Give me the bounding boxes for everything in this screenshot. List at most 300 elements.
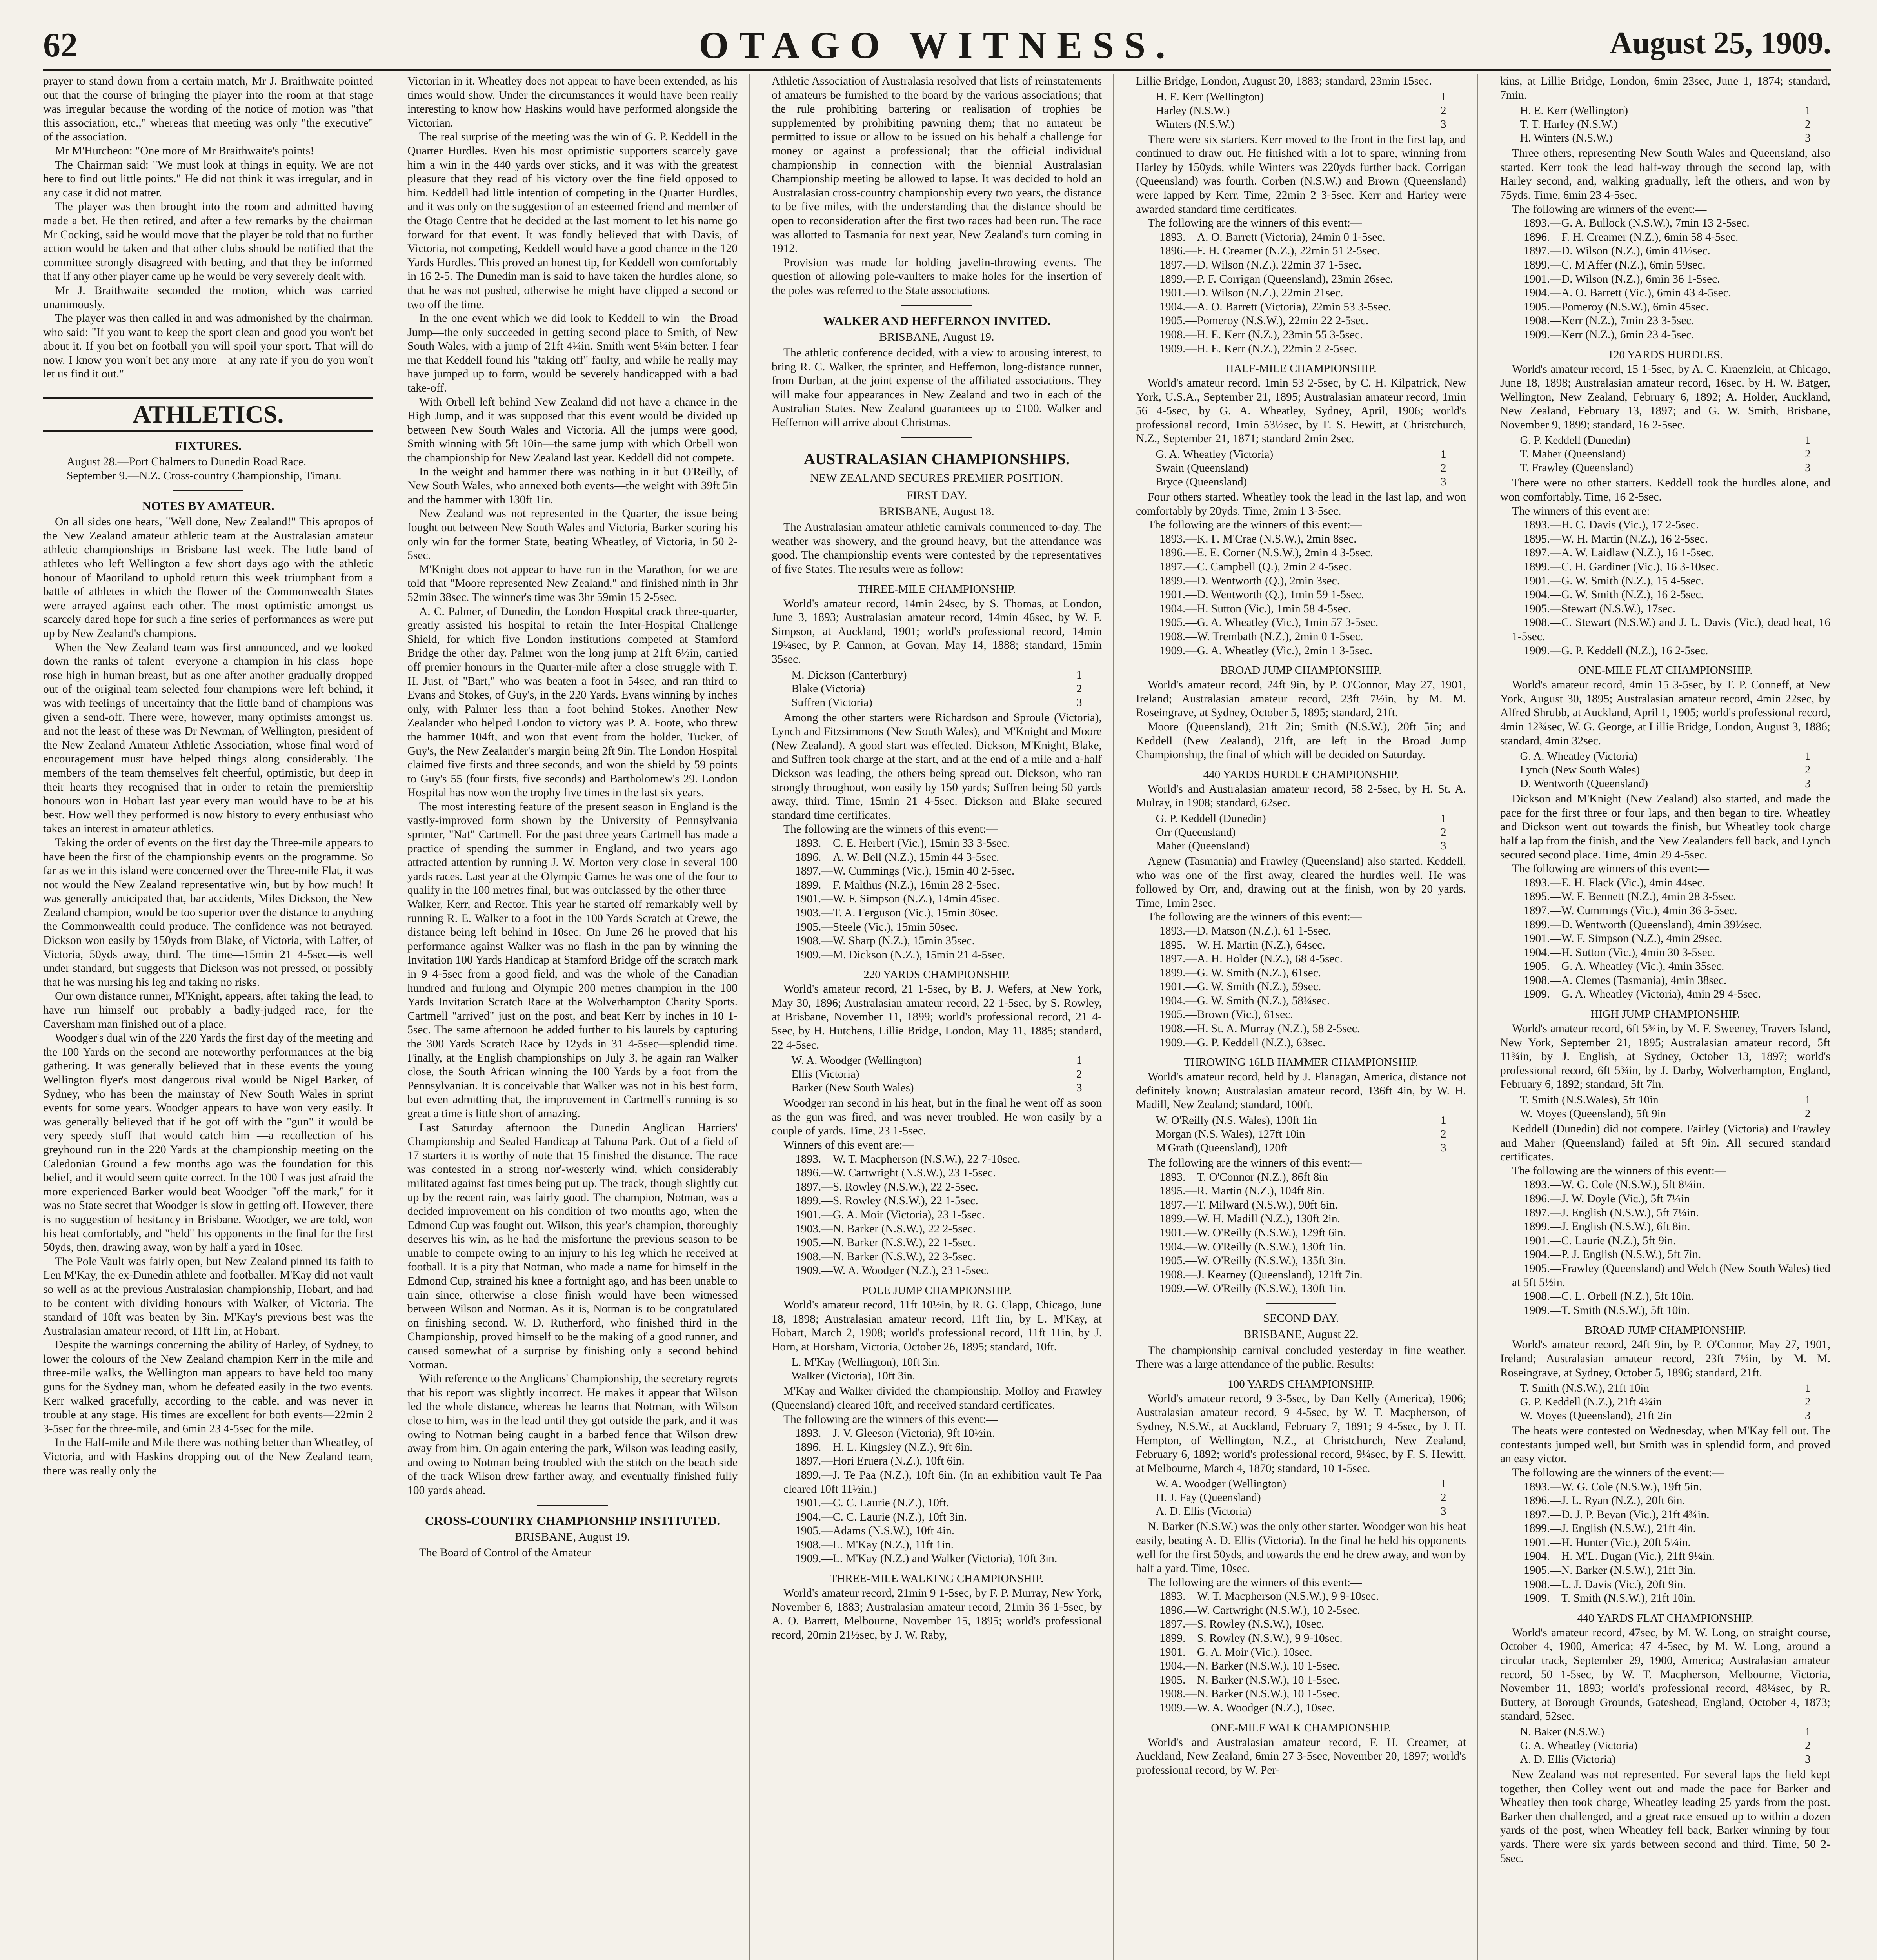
record-note: World's amateur record, 24ft 9in, by P. O'Connor, May 27, 1901, Ireland; Australasian amateur record, 23ft 7½in, by M. M. Roseingrave, at Sydney, October 5, 1895; standard, 21ft. bbox=[1136, 679, 1466, 719]
winner-entry: 1901.—G. W. Smith (N.Z.), 15 4-5sec. bbox=[1524, 574, 1704, 587]
winners-list bbox=[1500, 1178, 1830, 1318]
winner-entry: 1896.—A. W. Bell (N.Z.), 15min 44 3-5sec. bbox=[795, 851, 999, 864]
event-heading: BROAD JUMP CHAMPIONSHIP. bbox=[1220, 664, 1382, 677]
divider bbox=[173, 490, 243, 491]
paragraph: Among the other starters were Richardson and Sproule (Victoria), Lynch and Fitzsimmons (New South Wales), and M'Knight and Moore (New Zealand). A good start was effected. Dickson, M'Knight, Blake, and Suffren took charge at the start, and at the end of a mile and a-half Dickson was leading, the others being spread out. Dickson, who ran strongly throughout, won easily by 150 yards; Suffren being 50 yards away, third. Time, 15min 21 4-5sec. Dickson and Blake secured standard time certificates. bbox=[772, 711, 1102, 822]
placings-table bbox=[1520, 750, 1811, 791]
place-number: 1 bbox=[1804, 1382, 1811, 1395]
placing-row bbox=[1520, 118, 1811, 131]
record-note: World's and Australasian amateur record, F. H. Creamer, at Auckland, New Zealand, 6min 27 3-5sec, November 20, 1897; world's professional record, by W. Per- bbox=[1136, 1736, 1466, 1777]
page-columns bbox=[43, 74, 1831, 1960]
winners-intro: The following are the winners of this event:— bbox=[1148, 519, 1362, 532]
paragraph: prayer to stand down from a certain match, Mr J. Braithwaite pointed out that the course of bringing the player into the room at that stage was irregular because the wording of the notice of motion was "that this association, etc.," whereas that meeting was only "the executive" of the association. bbox=[43, 75, 373, 143]
placing-row bbox=[792, 1356, 1082, 1369]
placings-table bbox=[1520, 1093, 1811, 1121]
winner-entry: 1896.—W. Cartwright (N.S.W.), 23 1-5sec. bbox=[795, 1167, 996, 1180]
athlete-name: H. Winters (N.S.W.) bbox=[1520, 132, 1613, 145]
athlete-name: D. Wentworth (Queensland) bbox=[1520, 777, 1648, 790]
winners-list bbox=[1136, 230, 1466, 356]
paragraph: Keddell (Dunedin) did not compete. Fairley (Victoria) and Frawley and Maher (Queensland) failed at 5ft 9in. All secured standard certificates. bbox=[1500, 1123, 1830, 1163]
winner-entry: 1899.—C. H. Gardiner (Vic.), 16 3-10sec. bbox=[1524, 561, 1719, 573]
winner-entry: 1899.—F. Malthus (N.Z.), 16min 28 2-5sec. bbox=[795, 878, 1000, 891]
athlete-name: Blake (Victoria) bbox=[791, 682, 865, 695]
winner-entry: 1905.—W. O'Reilly (N.S.W.), 135ft 3in. bbox=[1159, 1254, 1346, 1267]
place-number bbox=[1058, 1369, 1082, 1383]
winner-entry: 1893.—G. A. Bullock (N.S.W.), 7min 13 2-5sec. bbox=[1524, 217, 1750, 230]
winner-entry: 1905.—Adams (N.S.W.), 10ft 4in. bbox=[795, 1524, 955, 1537]
winner-entry: 1893.—K. F. M'Crae (N.S.W.), 2min 8sec. bbox=[1159, 532, 1357, 545]
winner-entry: 1893.—E. H. Flack (Vic.), 4min 44sec. bbox=[1524, 876, 1705, 889]
placings-table bbox=[792, 1054, 1082, 1095]
event-heading: HALF-MILE CHAMPIONSHIP. bbox=[1225, 362, 1377, 375]
winner-entry: 1904.—H. Sutton (Vic.), 4min 30 3-5sec. bbox=[1524, 946, 1715, 959]
place-number: 2 bbox=[1804, 448, 1811, 461]
placing-row bbox=[792, 696, 1082, 710]
place-number: 3 bbox=[1804, 777, 1811, 790]
athlete-name: G. P. Keddell (N.Z.), 21ft 4¼in bbox=[1520, 1396, 1662, 1408]
winner-entry: 1901.—D. Wilson (N.Z.), 22min 21sec. bbox=[1159, 287, 1343, 299]
winner-entry: 1896.—F. H. Creamer (N.Z.), 6min 58 4-5sec. bbox=[1524, 230, 1739, 243]
winner-entry: 1908.—L. J. Davis (Vic.), 20ft 9in. bbox=[1524, 1578, 1686, 1591]
place-number: 2 bbox=[1440, 462, 1446, 475]
winner-entry: 1893.—W. T. Macpherson (N.S.W.), 9 9-10sec. bbox=[1159, 1590, 1379, 1603]
record-note: World's amateur record, 21 1-5sec, by B. J. Wefers, at New York, May 30, 1896; Australasian amateur record, 22 1-5sec, by S. Rowley, at Brisbane, November 11, 1899; world's professional record, 21 4-5sec, by H. Hutchens, Lillie Bridge, London, May 11, 1885; standard, 22 4-5sec. bbox=[772, 983, 1102, 1051]
event-heading: HIGH JUMP CHAMPIONSHIP. bbox=[1590, 1008, 1740, 1021]
winner-entry: 1909.—G. A. Wheatley (Vic.), 2min 1 3-5sec. bbox=[1159, 644, 1373, 657]
athlete-name: G. A. Wheatley (Victoria) bbox=[1520, 1739, 1638, 1752]
paragraph: There were no other starters. Keddell took the hurdles alone, and won comfortably. Time, 16 2-5sec. bbox=[1500, 477, 1830, 504]
paragraph: N. Barker (N.S.W.) was the only other starter. Woodger won his heat easily, beating A. D. Ellis (Victoria). In the final he held his opponents well for the first 50yds, and towards the end he drew away, and won by half a yard. Time, 10sec. bbox=[1136, 1520, 1466, 1575]
placing-row bbox=[1520, 1381, 1811, 1395]
winner-entry: 1897.—W. Cummings (Vic.), 4min 36 3-5sec. bbox=[1524, 904, 1737, 917]
record-note: World's amateur record, 11ft 10½in, by R. G. Clapp, Chicago, June 18, 1898; Australasian amateur record, 11ft 1in, by L. M'Kay, at Hobart, March 2, 1908; world's professional record, 11ft 11in, by J. Horn, at Horsham, Victoria, October 26, 1895; standard, 10ft. bbox=[772, 1298, 1102, 1353]
athlete-name: T. Smith (N.S.W.), 21ft 10in bbox=[1520, 1382, 1649, 1395]
winner-entry: 1901.—G. A. Moir (Vic.), 10sec. bbox=[1159, 1646, 1312, 1659]
place-number: 2 bbox=[1804, 764, 1811, 777]
place-number: 2 bbox=[1440, 826, 1446, 838]
placing-row bbox=[1156, 448, 1446, 461]
record-note: World's amateur record, 47sec, by M. W. Long, on straight course, October 4, 1900, America; 47 4-5sec, by M. W. Long, around a circular track, September 29, 1900, America; Australasian amateur record, 50 1-5sec, by W. T. Macpherson, Melbourne, Victoria, November 11, 1893; world's professional record, 48¼sec, by R. Buttery, at Borough Grounds, Gateshead, England, October 4, 1873; standard, 52sec. bbox=[1500, 1626, 1830, 1723]
place-number: 3 bbox=[1440, 1505, 1446, 1518]
place-number: 3 bbox=[1440, 475, 1446, 488]
masthead bbox=[43, 22, 1831, 71]
record-note: World's and Australasian amateur record, 58 2-5sec, by H. St. A. Mulray, in 1908; standard, 62sec. bbox=[1136, 782, 1466, 809]
winner-entry: 1893.—W. T. Macpherson (N.S.W.), 22 7-10sec. bbox=[795, 1152, 1021, 1165]
place-number: 3 bbox=[1076, 696, 1082, 709]
paragraph: Victorian in it. Wheatley does not appear to have been extended, as his times would show. Under the circumstances it would have been really interesting to know how Haskins would have performed alongside the Victorian. bbox=[407, 75, 738, 129]
divider bbox=[1266, 1303, 1336, 1304]
event-heading: 220 YARDS CHAMPIONSHIP. bbox=[863, 968, 1010, 981]
winner-entry: 1904.—A. O. Barrett (Victoria), 22min 53 3-5sec. bbox=[1159, 300, 1391, 313]
winner-entry: 1899.—P. F. Corrigan (Queensland), 23min 26sec. bbox=[1159, 272, 1393, 285]
paragraph: On all sides one hears, "Well done, New Zealand!" This apropos of the New Zealand amateur athletic team at the Australasian amateur athletic championships in Brisbane last week. The little band of athletes who left Wellington a few short days ago with the athletic honour of Maoriland to uphold return this week triumphant from a battle of athletes in which the flower of the Commonwealth States were arrayed against each other. The most optimistic amongst us scarcely dared hope for such a fine series of performances as were put up by New Zealand's champions. bbox=[43, 515, 373, 640]
winner-entry: 1904.—P. J. English (N.S.W.), 5ft 7in. bbox=[1524, 1248, 1701, 1261]
placings-table bbox=[1520, 104, 1811, 145]
winner-entry: 1896.—H. L. Kingsley (N.Z.), 9ft 6in. bbox=[795, 1441, 973, 1454]
page-number: 62 bbox=[43, 26, 78, 64]
fixture-item: August 28.—Port Chalmers to Dunedin Road Race. bbox=[67, 456, 307, 468]
winner-entry: 1896.—J. W. Doyle (Vic.), 5ft 7¼in bbox=[1524, 1192, 1690, 1205]
place-number: 2 bbox=[1804, 1396, 1811, 1408]
winner-entry: 1904.—G. W. Smith (N.Z.), 16 2-5sec. bbox=[1524, 588, 1704, 601]
paragraph: M'Knight does not appear to have run in the Marathon, for we are told that "Moore represented New Zealand," and finished ninth in 3hr 52min 38sec. The winner's time was 3hr 59min 15 2-5sec. bbox=[407, 563, 738, 604]
placings-table bbox=[1520, 1725, 1811, 1766]
fixture-item: September 9.—N.Z. Cross-country Championship, Timaru. bbox=[67, 469, 342, 482]
paragraph: The most interesting feature of the present season in England is the vastly-improved form shown by the University of Pennsylvania sprinter, "Nat" Cartmell. For the past three years Cartmell has made a practice of spending the summer in England, and two years ago attracted attention by running J. W. Morton very close in several 100 yards races. Last year at the Olympic Games he was one of the four to qualify in the 100 metres final, but was outclassed by the other three—Walker, Kerr, and Rector. This year he started off remarkably well by running R. E. Walker to a foot in the 100 Yards Scratch at Crewe, the distance being left behind in 10sec. On June 26 he proved that his performance against Walker was no flash in the pan by winning the Invitation 100 Yards Handicap at Stamford Bridge off the scratch mark in 9 4-5sec from a good field, and was the whole of the Canadian hundred and furlong and Olympic 200 metres champion in the 100 Yards Invitation Scratch Race at the Wolverhampton Charity Sports. Cartmell "arrived" just on the post, and beat Kerr by inches in 10 1-5sec. The same afternoon he added further to his laurels by capturing the 300 Yards Scratch Race by 12yds in 31 4-5sec—splendid time. Finally, at the English championships on July 3, he again ran Walker close, the South African winning the 100 Yards by a foot from the Pennsylvanian. It is conceivable that Walker was not in his best form, but even admitting that, the improvement in Cartmell's running is so great a time is little short of amazing. bbox=[407, 800, 738, 1120]
column-5 bbox=[1500, 74, 1830, 1960]
winner-entry: 1893.—C. E. Herbert (Vic.), 15min 33 3-5sec. bbox=[795, 837, 1010, 849]
placing-row bbox=[1520, 750, 1811, 763]
winners-intro: The following are the winners of this event:— bbox=[1148, 1576, 1362, 1589]
paragraph: Our own distance runner, M'Knight, appears, after taking the lead, to have run himself out—probably a badly-judged race, for the Caversham man finished out of a place. bbox=[43, 990, 373, 1031]
winners-intro: The following are the winners of this event:— bbox=[1512, 1164, 1726, 1177]
winners-list bbox=[1136, 1590, 1466, 1715]
winner-entry: 1908.—W. Trembath (N.Z.), 2min 0 1-5sec. bbox=[1159, 630, 1363, 643]
athlete-name: T. Maher (Queensland) bbox=[1520, 448, 1626, 461]
walker-heading: WALKER AND HEFFERNON INVITED. bbox=[823, 313, 1050, 328]
winner-entry: 1897.—A. H. Holder (N.Z.), 68 4-5sec. bbox=[1159, 953, 1343, 965]
winners-intro: The following are the winners of this event:— bbox=[1148, 911, 1362, 924]
winners-intro: The following are the winners of this event:— bbox=[783, 1413, 998, 1426]
paragraph: kins, at Lillie Bridge, London, 6min 23sec, June 1, 1874; standard, 7min. bbox=[1500, 75, 1830, 102]
paragraph: With reference to the Anglicans' Championship, the secretary regrets that his report was slightly incorrect. He makes it appear that Wilson led the whole distance, whereas he learns that Notman, with Wilson close to him, was in the lead until they got outside the park, and it was owing to Notman being caught in a barbed fence that Wilson drew away from him. On again entering the park, Wilson was leading easily, and owing to Notman being troubled with the stitch on the beach side of the track Wilson drew farther away, and eventually finished fully 100 yards ahead. bbox=[407, 1372, 738, 1497]
winner-entry: 1905.—Pomeroy (N.S.W.), 22min 22 2-5sec. bbox=[1159, 314, 1369, 327]
paragraph: M'Kay and Walker divided the championship. Molloy and Frawley (Queensland) cleared 10ft, and received standard certificates. bbox=[772, 1385, 1102, 1412]
athlete-name: A. D. Ellis (Victoria) bbox=[1520, 1753, 1616, 1766]
winners-intro: The following are winners of this event:— bbox=[1512, 862, 1710, 875]
winner-entry: 1909.—G. A. Wheatley (Victoria), 4min 29 4-5sec. bbox=[1524, 988, 1761, 1001]
place-number: 2 bbox=[1440, 1128, 1446, 1141]
winner-entry: 1896.—E. E. Corner (N.S.W.), 2min 4 3-5sec. bbox=[1159, 546, 1373, 559]
winner-entry: 1893.—A. O. Barrett (Victoria), 24min 0 1-5sec. bbox=[1159, 230, 1385, 243]
placing-row bbox=[792, 1081, 1082, 1095]
placing-row bbox=[1520, 461, 1811, 475]
athlete-name: Morgan (N.S. Wales), 127ft 10in bbox=[1156, 1128, 1305, 1141]
placing-row bbox=[1156, 1114, 1446, 1127]
winners-intro: The following are the winners of this event:— bbox=[783, 823, 998, 836]
day-heading: SECOND DAY. bbox=[1263, 1311, 1339, 1325]
winner-entry: 1908.—W. Sharp (N.Z.), 15min 35sec. bbox=[795, 935, 975, 947]
placing-row bbox=[1156, 104, 1446, 118]
column-rule bbox=[749, 74, 750, 1960]
record-note: World's amateur record, 24ft 9in, by P. O'Connor, May 27, 1901, Ireland; Australasian amateur record, 23ft 7½in, by M. M. Roseingrave, at Sydney, October 5, 1896; standard, 21ft. bbox=[1500, 1338, 1830, 1379]
athlete-name: H. J. Fay (Queensland) bbox=[1156, 1491, 1261, 1504]
paragraph: Dickson and M'Knight (New Zealand) also started, and made the pace for the first three or four laps, and then began to tire. Wheatley and Dickson went out towards the finish, but Wheatley took charge half a lap from the finish, and the New Zealanders fell back, and Lynch secured second place. Time, 4min 29 4-5sec. bbox=[1500, 793, 1830, 861]
place-number: 2 bbox=[1076, 682, 1082, 695]
winner-entry: 1897.—D. Wilson (N.Z.), 22min 37 1-5sec. bbox=[1159, 258, 1362, 271]
placings-table bbox=[1156, 90, 1446, 131]
place-number: 1 bbox=[1440, 448, 1446, 461]
athlete-name: W. Moyes (Queensland), 21ft 2in bbox=[1520, 1409, 1672, 1422]
placing-row bbox=[1156, 461, 1446, 475]
winner-entry: 1908.—N. Barker (N.S.W.), 22 3-5sec. bbox=[795, 1250, 976, 1263]
divider bbox=[901, 305, 972, 306]
placings-table bbox=[1156, 448, 1446, 489]
placing-row bbox=[1520, 131, 1811, 145]
winner-entry: 1893.—W. G. Cole (N.S.W.), 5ft 8¼in. bbox=[1524, 1178, 1705, 1191]
placing-row bbox=[1156, 475, 1446, 489]
placings-table bbox=[1520, 434, 1811, 475]
placing-row bbox=[1520, 104, 1811, 118]
winner-entry: 1893.—J. V. Gleeson (Victoria), 9ft 10½in. bbox=[795, 1427, 995, 1440]
winner-entry: 1908.—C. Stewart (N.S.W.) and J. L. Davis (Vic.), dead heat, 16 1-5sec. bbox=[1512, 616, 1830, 643]
winner-entry: 1908.—C. L. Orbell (N.Z.), 5ft 10in. bbox=[1524, 1290, 1694, 1303]
winner-entry: 1905.—Brown (Vic.), 61sec. bbox=[1159, 1008, 1293, 1021]
athlete-name: W. O'Reilly (N.S. Wales), 130ft 1in bbox=[1156, 1114, 1317, 1127]
place-number: 2 bbox=[1804, 118, 1811, 131]
placing-row bbox=[1520, 1107, 1811, 1121]
record-note: World's amateur record, held by J. Flanagan, America, distance not definitely known; Australasian amateur record, 136ft 4in, by W. H. Madill, New Zealand; standard, 100ft. bbox=[1136, 1071, 1466, 1111]
paragraph: In the one event which we did look to Keddell to win—the Broad Jump—the only succeeded in getting second place to Smith, of New South Wales, with a jump of 21ft 4¼in. Smith went 5¼in better. I fear me that Keddell found his "taking off" faulty, and while he really may have jumped up to form, would be severely handicapped with a bad take-off. bbox=[407, 312, 738, 395]
athlete-name: G. P. Keddell (Dunedin) bbox=[1520, 434, 1630, 447]
event-heading: BROAD JUMP CHAMPIONSHIP. bbox=[1584, 1324, 1746, 1337]
column-4 bbox=[1136, 74, 1466, 1960]
winner-entry: 1901.—W. F. Simpson (N.Z.), 14min 45sec. bbox=[795, 893, 999, 906]
winner-entry: 1908.—H. St. A. Murray (N.Z.), 58 2-5sec. bbox=[1159, 1022, 1360, 1035]
athlete-name: W. Moyes (Queensland), 5ft 9in bbox=[1520, 1107, 1666, 1120]
winners-list bbox=[772, 1426, 1102, 1566]
place-number: 3 bbox=[1440, 839, 1446, 852]
placing-row bbox=[1156, 1141, 1446, 1155]
record-note: World's amateur record, 9 3-5sec, by Dan Kelly (America), 1906; Australasian amateur record, 9 4-5sec, by W. T. Macpherson, of Sydney, N.S.W., at Auckland, February 7, 1891; 9 4-5sec, by J. H. Hempton, of Wellington, N.Z., at Christchurch, New Zealand, February 6, 1892; world's professional record, 9¼sec, by F. S. Hewitt, at Melbourne, March 4, 1870; standard, 10 1-5sec. bbox=[1136, 1392, 1466, 1475]
winner-entry: 1901.—D. Wentworth (Q.), 1min 59 1-5sec. bbox=[1159, 588, 1364, 601]
winner-entry: 1909.—G. P. Keddell (N.Z.), 16 2-5sec. bbox=[1524, 644, 1708, 657]
athlete-name: Ellis (Victoria) bbox=[791, 1068, 859, 1081]
paragraph: The Board of Control of the Amateur bbox=[419, 1546, 592, 1559]
winner-entry: 1896.—W. Cartwright (N.S.W.), 10 2-5sec. bbox=[1159, 1604, 1360, 1617]
event-heading: 440 YARDS HURDLE CHAMPIONSHIP. bbox=[1203, 768, 1399, 781]
winner-entry: 1895.—W. F. Bennett (N.Z.), 4min 28 3-5sec. bbox=[1524, 890, 1736, 903]
athlete-name: G. P. Keddell (Dunedin) bbox=[1156, 812, 1266, 825]
place-number: 1 bbox=[1440, 90, 1446, 103]
placing-row bbox=[792, 682, 1082, 696]
winner-entry: 1897.—S. Rowley (N.S.W.), 22 2-5sec. bbox=[795, 1180, 978, 1193]
winner-entry: 1897.—A. W. Laidlaw (N.Z.), 16 1-5sec. bbox=[1524, 546, 1714, 559]
winner-entry: 1897.—W. Cummings (Vic.), 15min 40 2-5sec. bbox=[795, 865, 1015, 878]
winner-entry: 1899.—G. W. Smith (N.Z.), 61sec. bbox=[1159, 966, 1321, 979]
place-number: 3 bbox=[1076, 1082, 1082, 1094]
event-heading: ONE-MILE WALK CHAMPIONSHIP. bbox=[1211, 1721, 1391, 1734]
paragraph: With Orbell left behind New Zealand did not have a chance in the High Jump, and it was supposed that this event would be divided up between New South Wales and Victoria. All the jumps were good, Smith winning with 5ft 10in—the same jump with which Orbell won the championship for New Zealand last year. Keddell did not compete. bbox=[407, 396, 738, 465]
winner-entry: 1897.—Hori Eruera (N.Z.), 10ft 6in. bbox=[795, 1455, 965, 1468]
winner-entry: 1897.—T. Milward (N.S.W.), 90ft 6in. bbox=[1159, 1198, 1338, 1211]
record-note: World's amateur record, 15 1-5sec, by A. C. Kraenzlein, at Chicago, June 18, 1898; Australasian amateur record, 16sec, by H. W. Batger, Wellington, New Zealand, February 6, 1892; A. Holder, Auckland, New Zealand, February 13, 1897; and G. W. Smith, Brisbane, November 9, 1899; standard, 16 2-5sec. bbox=[1500, 363, 1830, 431]
column-2 bbox=[407, 74, 738, 1960]
column-rule bbox=[1477, 74, 1478, 1960]
place-number: 1 bbox=[1440, 812, 1446, 825]
athlete-name: Harley (N.S.W.) bbox=[1156, 104, 1230, 117]
winner-entry: 1909.—L. M'Kay (N.Z.) and Walker (Victoria), 10ft 3in. bbox=[795, 1552, 1058, 1565]
record-note: World's amateur record, 21min 9 1-5sec, by F. P. Murray, New York, November 6, 1883; Australasian amateur record, 21min 36 1-5sec, by A. O. Barrett, Melbourne, November 15, 1895; world's professional record, 20min 21½sec, by J. W. Raby, bbox=[772, 1587, 1102, 1641]
place-number: 1 bbox=[1804, 434, 1811, 447]
divider bbox=[901, 437, 972, 438]
paragraph: Agnew (Tasmania) and Frawley (Queensland) also started. Keddell, who was one of the first away, cleared the hurdles well. He was followed by Orr, and, drawing out at the finish, won by 20 yards. Time, 1min 2sec. bbox=[1136, 855, 1466, 909]
placing-row bbox=[1520, 1093, 1811, 1107]
placing-row bbox=[1156, 1491, 1446, 1504]
placing-row bbox=[1520, 1725, 1811, 1739]
athlete-name: A. D. Ellis (Victoria) bbox=[1156, 1505, 1252, 1518]
paragraph: Taking the order of events on the first day the Three-mile appears to have been the first of the championship events on the programme. So far as we in this island were concerned over the Three-mile Flat, it was not would the New Zealand representative win, but by how much! It was generally anticipated that, bar accidents, Miles Dickson, the New Zealand champion, would be too superior over the distance to anything the Commonwealth could produce. The confidence was not betrayed. Dickson won easily by 150yds from Blake, of Victoria, with Laffer, of Victoria, 50yds away, third. The time—15min 21 4-5sec—is well under standard, but suggests that Dickson was not pressed, or possibly that he was nursing his leg and taking no risks. bbox=[43, 836, 373, 989]
record-note: World's amateur record, 1min 53 2-5sec, by C. H. Kilpatrick, New York, U.S.A., September 21, 1895; Australasian amateur record, 1min 56 4-5sec, by G. A. Wheatley, Sydney, April, 1906; world's professional record, 1min 53½sec, by F. S. Hewitt, at Christchurch, N.Z., September 21, 1871; standard 2min 2sec. bbox=[1136, 377, 1466, 445]
place-number: 1 bbox=[1804, 1094, 1811, 1107]
athlete-name: Lynch (New South Wales) bbox=[1520, 764, 1640, 777]
winner-entry: 1909.—T. Smith (N.S.W.), 21ft 10in. bbox=[1524, 1592, 1696, 1605]
placing-row bbox=[792, 1369, 1082, 1383]
paragraph: Woodger ran second in his heat, but in the final he went off as soon as the gun was fired, and was never troubled. He won easily by a couple of yards. Time, 23 1-5sec. bbox=[772, 1097, 1102, 1138]
winner-entry: 1908.—L. M'Kay (N.Z.), 11ft 1in. bbox=[795, 1538, 954, 1551]
paragraph: The player was then brought into the room and admitted having made a bet. He then retired, and after a few remarks by the chairman Mr Cocking, said he would move that the player be told that no further action would be taken and that other clubs should be notified that the committee strongly disagreed with betting, and that they be informed that if any other player came up he would be very severely dealt with. bbox=[43, 200, 373, 283]
issue-date: August 25, 1909. bbox=[1610, 26, 1831, 60]
athlete-name: T. T. Harley (N.S.W.) bbox=[1520, 118, 1618, 131]
place-number: 2 bbox=[1804, 1739, 1811, 1752]
event-heading: 440 YARDS FLAT CHAMPIONSHIP. bbox=[1577, 1612, 1753, 1624]
event-heading: 120 YARDS HURDLES. bbox=[1608, 348, 1723, 361]
winner-entry: 1905.—Stewart (N.S.W.), 17sec. bbox=[1524, 602, 1676, 615]
winner-entry: 1905.—Pomeroy (N.S.W.), 6min 45sec. bbox=[1524, 300, 1709, 313]
winner-entry: 1905.—Steele (Vic.), 15min 50sec. bbox=[795, 920, 958, 933]
place-number: 1 bbox=[1440, 1477, 1446, 1490]
winner-entry: 1899.—D. Wentworth (Queensland), 4min 39½sec. bbox=[1524, 918, 1762, 931]
athlete-name: M. Dickson (Canterbury) bbox=[791, 668, 907, 681]
athlete-name: Walker (Victoria), 10ft 3in. bbox=[791, 1370, 916, 1383]
winner-entry: 1905.—N. Barker (N.S.W.), 21ft 3in. bbox=[1524, 1564, 1696, 1577]
cross-country-heading: CROSS-COUNTRY CHAMPIONSHIP INSTITUTED. bbox=[425, 1513, 720, 1528]
placings-table bbox=[1520, 1381, 1811, 1423]
record-note: World's amateur record, 6ft 5¾in, by M. F. Sweeney, Travers Island, New York, September 21, 1895; Australasian amateur record, 5ft 11¾in, by J. English, at Sydney, October 13, 1897; world's professional record, 6ft 5¾in, by J. Darby, Wolverhampton, England, February 6, 1892; standard, 5ft 7in. bbox=[1500, 1022, 1830, 1091]
placing-row bbox=[1520, 447, 1811, 461]
place-number: 3 bbox=[1440, 118, 1446, 131]
winner-entry: 1905.—N. Barker (N.S.W.), 22 1-5sec. bbox=[795, 1236, 976, 1249]
place-number: 1 bbox=[1440, 1114, 1446, 1127]
place-number: 1 bbox=[1804, 104, 1811, 117]
winner-entry: 1909.—T. Smith (N.S.W.), 5ft 10in. bbox=[1524, 1304, 1690, 1317]
winner-entry: 1908.—Kerr (N.Z.), 7min 23 3-5sec. bbox=[1524, 314, 1695, 327]
winner-entry: 1899.—S. Rowley (N.S.W.), 22 1-5sec. bbox=[795, 1194, 978, 1207]
placing-row bbox=[1156, 839, 1446, 853]
winners-list bbox=[1500, 1480, 1830, 1606]
winner-entry: 1909.—W. O'Reilly (N.S.W.), 130ft 1in. bbox=[1159, 1282, 1346, 1295]
winner-entry: 1901.—C. C. Laurie (N.Z.), 10ft. bbox=[795, 1497, 949, 1510]
newspaper-title: OTAGO WITNESS. bbox=[699, 24, 1176, 67]
winners-list bbox=[1500, 518, 1830, 658]
winner-entry: 1904.—A. O. Barrett (Vic.), 6min 43 4-5sec. bbox=[1524, 287, 1732, 299]
paragraph: The Pole Vault was fairly open, but New Zealand pinned its faith to Len M'Kay, the ex-Dunedin athlete and footballer. M'Kay did not vault so well as at the previous Australasian championship, Hobart, and had to be content with dividing honours with Walker, of Victoria. The standard of 10ft was beaten by 3in. M'Kay's previous best was the Australasian amateur record, of 11ft 1in, at Hobart. bbox=[43, 1255, 373, 1338]
place-number: 2 bbox=[1440, 104, 1446, 117]
athlete-name: W. A. Woodger (Wellington) bbox=[1156, 1477, 1286, 1490]
placing-row bbox=[1520, 434, 1811, 447]
paragraph: There were six starters. Kerr moved to the front in the first lap, and continued to draw out. He finished with a lot to spare, winning from Harley by 150yds, while Winters was 220yds further back. Corrigan (Queensland) was fourth. Corben (N.S.W.) and Brown (Queensland) were lapped by Kerr. Time, 22min 2 3-5sec. Kerr and Harley were awarded standard time certificates. bbox=[1136, 133, 1466, 216]
event-heading: 100 YARDS CHAMPIONSHIP. bbox=[1228, 1377, 1374, 1390]
winner-entry: 1905.—Frawley (Queensland) and Welch (New South Wales) tied at 5ft 5½in. bbox=[1512, 1262, 1830, 1289]
athlete-name: Bryce (Queensland) bbox=[1156, 475, 1247, 488]
placing-row bbox=[1156, 90, 1446, 104]
paragraph: Provision was made for holding javelin-throwing events. The question of allowing pole-vaulters to make holes for the insertion of the poles was referred to the State associations. bbox=[772, 256, 1102, 297]
place-number: 2 bbox=[1440, 1491, 1446, 1504]
section-title: ATHLETICS. bbox=[43, 397, 373, 432]
winner-entry: 1909.—W. A. Woodger (N.Z.), 10sec. bbox=[1159, 1702, 1335, 1715]
place-number bbox=[1058, 1356, 1082, 1369]
placing-row bbox=[1520, 763, 1811, 777]
athlete-name: T. Smith (N.S.Wales), 5ft 10in bbox=[1520, 1094, 1659, 1107]
athlete-name: Maher (Queensland) bbox=[1156, 839, 1250, 852]
record-note: World's amateur record, 14min 24sec, by S. Thomas, at London, June 3, 1893; Australasian amateur record, 14min 46sec, by W. F. Simpson, at Auckland, 1901; world's professional record, 14min 19¼sec, by P. Cannon, at Govan, May 14, 1888; standard, 15min 35sec. bbox=[772, 597, 1102, 666]
winner-entry: 1908.—H. E. Kerr (N.Z.), 23min 55 3-5sec. bbox=[1159, 328, 1363, 341]
winners-list bbox=[772, 1152, 1102, 1278]
winners-list bbox=[772, 837, 1102, 962]
athlete-name: H. E. Kerr (Wellington) bbox=[1156, 90, 1264, 103]
dateline: BRISBANE, August 19. bbox=[515, 1530, 630, 1543]
winner-entry: 1908.—A. Clemes (Tasmania), 4min 38sec. bbox=[1524, 974, 1727, 987]
winner-entry: 1901.—G. W. Smith (N.Z.), 59sec. bbox=[1159, 980, 1321, 993]
place-number: 2 bbox=[1076, 1068, 1082, 1081]
athlete-name: H. E. Kerr (Wellington) bbox=[1520, 104, 1628, 117]
winners-list bbox=[1136, 532, 1466, 658]
placings-table bbox=[792, 668, 1082, 710]
athlete-name: Barker (New South Wales) bbox=[791, 1082, 914, 1094]
placing-row bbox=[1156, 826, 1446, 839]
winner-entry: 1893.—W. G. Cole (N.S.W.), 19ft 5in. bbox=[1524, 1480, 1702, 1493]
placings-table bbox=[1156, 1477, 1446, 1518]
placing-row bbox=[1520, 777, 1811, 791]
winner-entry: 1895.—W. H. Martin (N.Z.), 16 2-5sec. bbox=[1524, 532, 1708, 545]
winner-entry: 1908.—N. Barker (N.S.W.), 10 1-5sec. bbox=[1159, 1688, 1340, 1700]
winner-entry: 1909.—M. Dickson (N.Z.), 15min 21 4-5sec. bbox=[795, 948, 1005, 961]
winner-entry: 1893.—D. Matson (N.Z.), 61 1-5sec. bbox=[1159, 924, 1331, 937]
dateline: BRISBANE, August 18. bbox=[879, 505, 994, 518]
column-1 bbox=[43, 74, 373, 1960]
winners-list bbox=[1136, 1171, 1466, 1296]
placing-row bbox=[1156, 1477, 1446, 1491]
place-number: 3 bbox=[1804, 1753, 1811, 1766]
event-heading: POLE JUMP CHAMPIONSHIP. bbox=[862, 1284, 1012, 1297]
paragraph: Moore (Queensland), 21ft 2in; Smith (N.S.W.), 20ft 5in; and Keddell (New Zealand), 21ft, are left in the Broad Jump Championship, the final of which will be decided on Saturday. bbox=[1136, 720, 1466, 761]
winner-entry: 1903.—T. A. Ferguson (Vic.), 15min 30sec. bbox=[795, 906, 998, 919]
paragraph: A. C. Palmer, of Dunedin, the London Hospital crack three-quarter, greatly assisted his hospital to retain the Inter-Hospital Challenge Shield, for which five London institutions competed at Stamford Bridge the other day. Palmer won the long jump at 21ft 6½in, carried off premier honours in the Quarter-mile after a close struggle with T. H. Just, of "Bart," who was beaten a foot in 54sec, and ran third to Evans and Stokes, of Guy's, in the 220 Yards. Evans winning by inches only, with Palmer less than a foot behind Stokes. Another New Zealander who helped London to victory was P. A. Foote, who threw the hammer 104ft, and won that event from the holder, Tucker, of Guy's, the New Zealander's margin being 2ft 9in. The London Hospital claimed five firsts and three seconds, and won the shield by 59 points to Guy's 55 (four firsts, five seconds) and Bartholomew's 29. London Hospital has now won the trophy five times in the last six years. bbox=[407, 605, 738, 799]
paragraph: Despite the warnings concerning the ability of Harley, of Sydney, to lower the colours of the New Zealand champion Kerr in the mile and three-mile walks, the Wellington man appears to have held too many guns for the Sydney man, whom he defeated easily in the two events. Kerr walked gracefully, according to the cable, and was never in trouble at any stage. His times are excellent for both events—22min 2 3-5sec for the three-mile, and 6min 23 4-5sec for the mile. bbox=[43, 1339, 373, 1435]
place-number: 2 bbox=[1804, 1107, 1811, 1120]
place-number: 3 bbox=[1804, 461, 1811, 474]
winner-entry: 1897.—D. Wilson (N.Z.), 6min 41½sec. bbox=[1524, 245, 1710, 258]
paragraph: The real surprise of the meeting was the win of G. P. Keddell in the Quarter Hurdles. Even his most optimistic supporters scarcely gave him a win in the 440 yards over sticks, and it was with the greatest pleasure that they read of his victory over the fine field opposed to him. Keddell had little intention of competing in the Quarter Hurdles, and it was only on the suggestion of an esteemed friend and member of the Otago Centre that he decided at the last moment to let his name go forward for that event. It was fondly believed that with Davis, of Victoria, not competing, Keddell would have a good chance in the 120 Yards Hurdles. This proved an honest tip, for Keddell won comfortably in 16 2-5. The Dunedin man is said to have taken the hurdles alone, so that he was not pushed, otherwise he might have clipped a second or two off the time. bbox=[407, 131, 738, 311]
placing-row bbox=[792, 668, 1082, 682]
athlete-name: G. A. Wheatley (Victoria) bbox=[1520, 750, 1638, 763]
divider bbox=[537, 1505, 608, 1506]
winner-entry: 1901.—W. F. Simpson (N.Z.), 4min 29sec. bbox=[1524, 932, 1723, 945]
placings-table bbox=[1156, 812, 1446, 853]
placings-table bbox=[792, 1356, 1082, 1383]
winner-entry: 1899.—W. H. Madill (N.Z.), 130ft 2in. bbox=[1159, 1212, 1341, 1225]
paragraph: When the New Zealand team was first announced, and we looked down the ranks of talent—everyone a champion in his class—hope rose high in human breast, but as one after another gradually dropped out of the original team selected four champions were left behind, it was with feelings of uncertainty that the little band of champions was given a send-off. There were, however, many optimists amongst us, and not the least of these was Dr Newman, of Wellington, president of the New Zealand Amateur Athletic Association, whose final word of encouragement must have helped things along considerably. The members of the team themselves felt cheerful, optimistic, but deep in their hearts they recognised that in order to retain the premiership honours won in Hobart last year every man would have to be at his best. How well they performed is now history to every enthusiast who takes an interest in amateur athletics. bbox=[43, 641, 373, 835]
placing-row bbox=[1520, 1395, 1811, 1409]
paragraph: The player was then called in and was admonished by the chairman, who said: "If you want to keep the sport clean and good you won't bet about it. If you bet on football you will spoil your sport. That will do now. I know you won't bet any more—at any rate if you do you won't let us find it out." bbox=[43, 312, 373, 381]
winner-entry: 1893.—H. C. Davis (Vic.), 17 2-5sec. bbox=[1524, 519, 1699, 532]
winner-entry: 1908.—J. Kearney (Queensland), 121ft 7in. bbox=[1159, 1268, 1363, 1281]
winners-list bbox=[1136, 924, 1466, 1050]
paragraph: Lillie Bridge, London, August 20, 1883; standard, 23min 15sec. bbox=[1136, 75, 1432, 87]
paragraph: The championship carnival concluded yesterday in fine weather. There was a large attendance of the public. Results:— bbox=[1136, 1344, 1466, 1371]
place-number: 1 bbox=[1804, 750, 1811, 763]
winner-entry: 1899.—S. Rowley (N.S.W.), 9 9-10sec. bbox=[1159, 1632, 1343, 1645]
notes-heading: NOTES BY AMATEUR. bbox=[142, 499, 274, 513]
winner-entry: 1895.—R. Martin (N.Z.), 104ft 8in. bbox=[1159, 1185, 1325, 1198]
paragraph: Mr J. Braithwaite seconded the motion, which was carried unanimously. bbox=[43, 284, 373, 311]
dateline: BRISBANE, August 22. bbox=[1243, 1327, 1359, 1341]
winner-entry: 1897.—J. English (N.S.W.), 5ft 7¼in. bbox=[1524, 1206, 1699, 1219]
event-heading: THREE-MILE CHAMPIONSHIP. bbox=[858, 583, 1016, 595]
paragraph: The athletic conference decided, with a view to arousing interest, to bring R. C. Walker, the sprinter, and Heffernon, long-distance runner, from Durban, at the joint expense of the affiliated associations. They will make four appearances in New Zealand and two in each of the Australian States. New Zealand guarantees up to £100. Walker and Heffernon will arrive about Christmas. bbox=[772, 347, 1102, 429]
place-number: 3 bbox=[1804, 1409, 1811, 1422]
paragraph: New Zealand was not represented in the Quarter, the issue being fought out between New South Wales and Victoria, Barker scoring his only win for the former State, beating Wheatley, of Victoria, in 50 2-5sec. bbox=[407, 507, 738, 562]
